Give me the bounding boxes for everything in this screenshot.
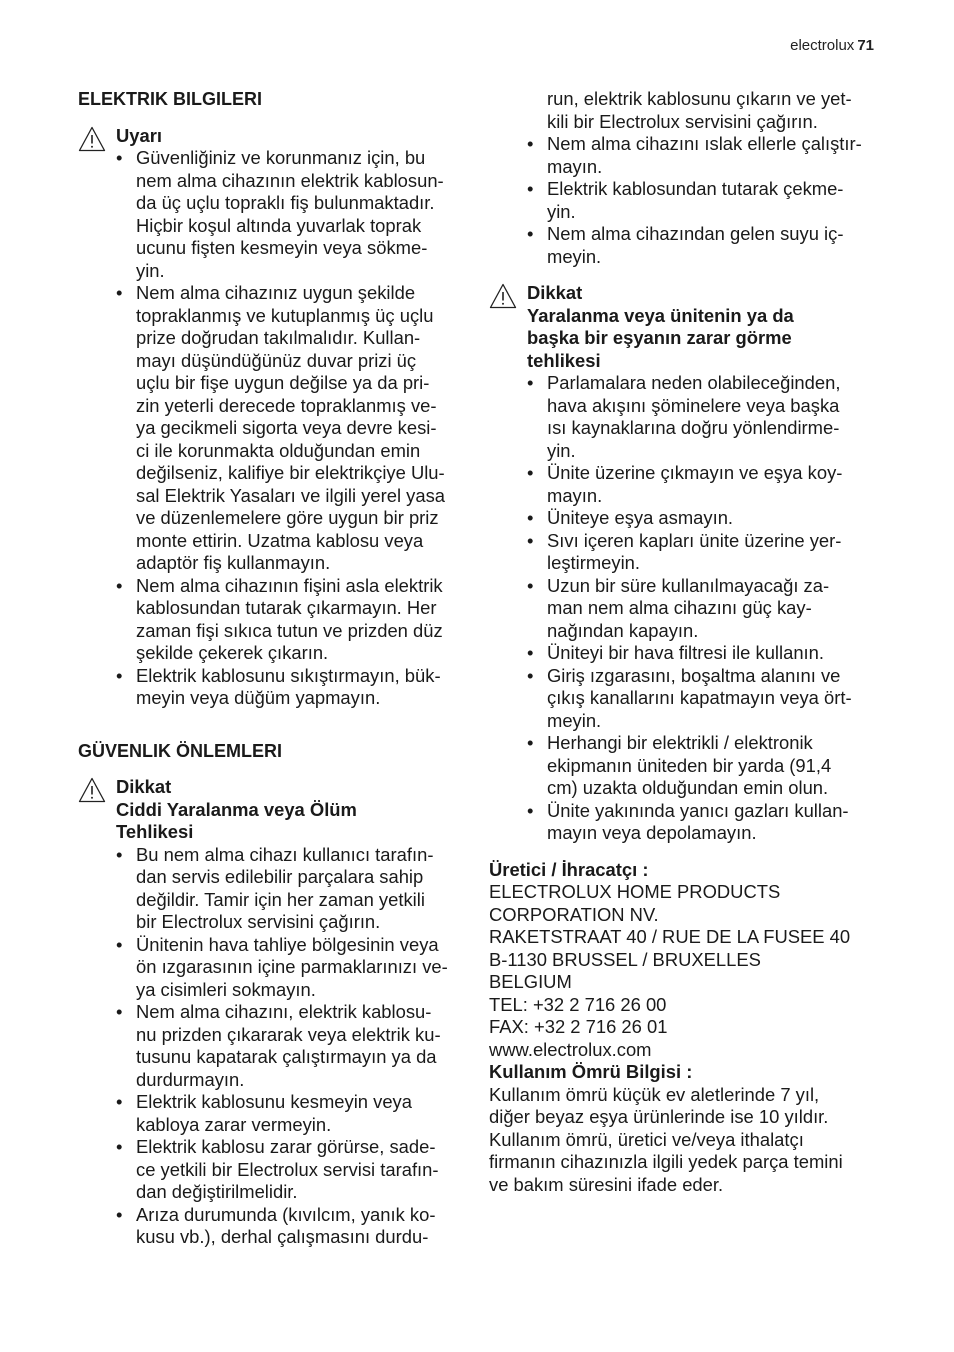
text-line: ya cisimleri sokmayın. xyxy=(136,978,316,1000)
list-item xyxy=(527,530,881,575)
text-line: BELGIUM xyxy=(489,971,572,992)
text-line: topraklanmış ve kutuplanmış üç uçlu xyxy=(136,304,434,326)
list-item xyxy=(116,665,470,710)
text-line: meyin veya düğüm yapmayın. xyxy=(136,687,381,708)
list-item xyxy=(527,462,881,507)
lifetime-title: Kullanım Ömrü Bilgisi : xyxy=(489,1061,693,1082)
text-line: zaman fişi sıkıca tutun ve prizden düz xyxy=(136,619,443,641)
text-line: dan servis edilebilir parçalara sahip xyxy=(136,866,424,887)
warning-triangle-icon xyxy=(78,126,106,152)
section-title-electrical: ELEKTRIK BILGILERI xyxy=(78,89,262,109)
list-item xyxy=(527,372,881,462)
text-line: nağından kapayın. xyxy=(547,619,699,641)
text-line: uçlu bir fişe uygun değilse ya da pri- xyxy=(136,372,430,393)
list-item xyxy=(116,575,470,665)
text-line: B-1130 BRUSSEL / BRUXELLES xyxy=(489,948,761,970)
text-line: CORPORATION NV. xyxy=(489,903,659,925)
text-line: • Üniteye eşya asmayın. xyxy=(547,507,734,528)
text-line: cm) uzakta olduğundan emin olun. xyxy=(547,777,829,798)
text-line: yin. xyxy=(547,439,576,461)
website-text: www.electrolux.com xyxy=(489,1038,652,1060)
list-item xyxy=(527,665,881,733)
text-line: mayın. xyxy=(547,155,603,177)
warning-block-safety xyxy=(78,776,470,1249)
text-line: • Güvenliğiniz ve korunmanız için, bu xyxy=(136,147,426,168)
text-line: nem alma cihazının elektrik kablosun- xyxy=(136,169,444,191)
text-line: • Parlamalara neden olabileceğinden, xyxy=(547,372,841,393)
brand-name: electrolux xyxy=(790,37,855,54)
text-line: man nem alma cihazını güç kay- xyxy=(547,597,812,618)
text-line: • Elektrik kablosundan tutarak çekme- xyxy=(547,178,844,199)
text-line: • Ünite yakınında yanıcı gazları kullan- xyxy=(547,799,849,821)
page-header xyxy=(790,37,874,54)
text-line: • Elektrik kablosu zarar görürse, sade- xyxy=(136,1136,436,1157)
text-line: monte ettirin. Uzatma kablosu veya xyxy=(136,529,424,551)
text-line: diğer beyaz eşya ürünlerinde ise 10 yıldır. xyxy=(489,1106,829,1127)
text-line: • Bu nem alma cihazı kullanıcı tarafın- xyxy=(136,843,434,865)
text-line: FAX: +32 2 716 26 01 xyxy=(489,1016,668,1037)
section-title-safety: GÜVENLIK ÖNLEMLERI xyxy=(78,740,283,761)
text-line: zin yeterli derecede topraklanmış ve- xyxy=(136,394,437,416)
list-item xyxy=(527,642,881,665)
text-line: • Nem alma cihazını ıslak ellerle çalıştır- xyxy=(547,133,862,154)
bullet-list xyxy=(527,88,881,133)
list-item xyxy=(527,223,881,268)
continued-list xyxy=(489,88,881,268)
text-line: • Elektrik kablosunu kesmeyin veya xyxy=(136,1091,412,1112)
warning-block-electrical xyxy=(78,125,470,710)
list-item xyxy=(527,732,881,800)
text-line: mayın veya depolamayın. xyxy=(547,822,757,843)
text-line: TEL: +32 2 716 26 00 xyxy=(489,993,667,1015)
text-line: nu prizden çıkararak veya elektrik ku- xyxy=(136,1023,441,1045)
text-line: mayı düşündüğünüz duvar prizi üç xyxy=(136,349,417,371)
right-column xyxy=(489,88,881,1196)
text-line: ya gecikmeli sigorta veya devre kesi- xyxy=(136,417,437,438)
text-line: ci ile korunmakta olduğundan emin xyxy=(136,439,421,461)
text-line: Yaralanma veya ünitenin ya da xyxy=(527,304,794,326)
text-line: ısı kaynaklarına doğru yönlendirme- xyxy=(547,417,840,438)
text-line: Tehlikesi xyxy=(116,821,194,842)
list-item xyxy=(116,1001,470,1091)
text-line: meyin. xyxy=(547,245,602,267)
text-line: kablosundan tutarak çıkarmayın. Her xyxy=(136,597,437,618)
text-line: • Nem alma cihazını, elektrik kablosu- xyxy=(136,1001,432,1022)
text-line: mayın. xyxy=(547,484,603,506)
manufacturer-title: Üretici / İhracatçı : xyxy=(489,858,649,880)
list-item xyxy=(116,934,470,1002)
list-item xyxy=(116,282,470,575)
bullet-list xyxy=(116,844,470,1249)
text-line: Hiçbir koşul altında yuvarlak toprak xyxy=(136,214,422,236)
warning-triangle-icon xyxy=(489,283,517,309)
text-line: değilseniz, kalifiye bir elektrikçiye Ulu- xyxy=(136,462,445,483)
page-number: 71 xyxy=(857,37,874,54)
text-line: • Uzun bir süre kullanılmayacağı za- xyxy=(547,574,830,596)
list-item xyxy=(527,133,881,178)
text-line: meyin. xyxy=(547,709,602,731)
warning-label: Uyarı xyxy=(116,124,163,146)
list-item xyxy=(527,178,881,223)
text-line: yin. xyxy=(136,259,165,281)
text-line: • Ünite üzerine çıkmayın ve eşya koy- xyxy=(547,462,843,483)
text-line: • Sıvı içeren kapları ünite üzerine yer- xyxy=(547,529,842,551)
text-line: Ciddi Yaralanma veya Ölüm xyxy=(116,798,357,820)
bullet-list xyxy=(116,147,470,710)
text-line: yin. xyxy=(547,200,576,222)
spacer xyxy=(489,268,881,282)
text-line: durdurmayın. xyxy=(136,1068,245,1090)
warning-subtitle xyxy=(527,305,881,373)
list-item xyxy=(116,147,470,282)
lifetime-block xyxy=(489,1061,881,1196)
text-line: bir Electrolux servisini çağırın. xyxy=(136,911,381,932)
text-line: kabloya zarar vermeyin. xyxy=(136,1113,332,1135)
text-line: başka bir eşyanın zarar görme xyxy=(527,327,792,348)
text-line: firmanın cihazınızla ilgili yedek parça temini xyxy=(489,1151,843,1172)
warning-subtitle xyxy=(116,799,470,844)
text-line: şekilde çekerek çıkarın. xyxy=(136,642,329,663)
text-line: • Elektrik kablosunu sıkıştırmayın, bük- xyxy=(136,664,441,686)
text-line: RAKETSTRAAT 40 / RUE DE LA FUSEE 40 xyxy=(489,926,851,947)
list-item xyxy=(527,800,881,845)
warning-label: Dikkat xyxy=(527,282,583,303)
text-line: ELECTROLUX HOME PRODUCTS xyxy=(489,881,781,902)
text-line: sal Elektrik Yasaları ve ilgili yerel yasa xyxy=(136,484,446,506)
text-line: ve düzenlemelere göre uygun bir priz xyxy=(136,507,439,528)
text-line: prize doğrudan takılmalıdır. Kullan- xyxy=(136,327,421,348)
text-line: • Herhangi bir elektrikli / elektronik xyxy=(547,732,813,753)
text-line: kili bir Electrolux servisini çağırın. xyxy=(547,110,818,132)
text-line: kusu vb.), derhal çalışmasını durdu- xyxy=(136,1226,429,1247)
text-line: run, elektrik kablosunu çıkarın ve yet- xyxy=(547,88,852,109)
list-item xyxy=(116,844,470,934)
warning-block-damage xyxy=(489,282,881,845)
text-line: Kullanım ömrü, üretici ve/veya ithalatçı xyxy=(489,1128,804,1150)
list-item xyxy=(116,1204,470,1249)
text-line: • Nem alma cihazından gelen suyu iç- xyxy=(547,223,844,244)
list-item-continued xyxy=(527,88,881,133)
text-line: ve bakım süresini ifade eder. xyxy=(489,1173,724,1195)
text-line: adaptör fiş kullanmayın. xyxy=(136,552,331,573)
list-item xyxy=(527,575,881,643)
spacer xyxy=(489,845,881,859)
text-line: ce yetkili bir Electrolux servisi tarafın- xyxy=(136,1158,439,1180)
bullet-list xyxy=(527,372,881,845)
manufacturer-block xyxy=(489,859,881,1062)
text-line: tusunu kapatarak çalıştırmayın ya da xyxy=(136,1046,437,1067)
text-line: leştirmeyin. xyxy=(547,552,640,573)
text-line: • Ünitenin hava tahliye bölgesinin veya xyxy=(136,933,439,955)
text-line: • Üniteyi bir hava filtresi ile kullanın. xyxy=(547,642,825,663)
text-line: • Arıza durumunda (kıvılcım, yanık ko- xyxy=(136,1203,436,1225)
text-line: tehlikesi xyxy=(527,349,601,371)
text-line: ucunu fişten kesmeyin veya sökme- xyxy=(136,237,428,258)
left-column xyxy=(78,88,470,1249)
text-line: ön ızgarasının içine parmaklarınızı ve- xyxy=(136,956,448,977)
list-item xyxy=(116,1091,470,1136)
text-line: Kullanım ömrü küçük ev aletlerinde 7 yıl, xyxy=(489,1083,820,1105)
warning-label: Dikkat xyxy=(116,776,172,797)
text-line: • Nem alma cihazınız uygun şekilde xyxy=(136,282,416,303)
list-item xyxy=(527,507,881,530)
text-line: da üç uçlu topraklı fiş bulunmaktadır. xyxy=(136,192,435,213)
text-line: dan değiştirilmelidir. xyxy=(136,1181,298,1202)
warning-triangle-icon xyxy=(78,777,106,803)
text-line: • Nem alma cihazının fişini asla elektrik xyxy=(136,574,443,596)
text-line: hava akışını şöminelere veya başka xyxy=(547,394,840,416)
text-line: çıkış kanallarını kapatmayın veya ört- xyxy=(547,687,852,708)
list-item xyxy=(116,1136,470,1204)
text-line: değildir. Tamir için her zaman yetkili xyxy=(136,888,425,910)
text-line: • Giriş ızgarasını, boşaltma alanını ve xyxy=(547,664,841,686)
bullet-list xyxy=(527,133,881,268)
text-line: ekipmanın üniteden bir yarda (91,4 xyxy=(547,754,832,776)
